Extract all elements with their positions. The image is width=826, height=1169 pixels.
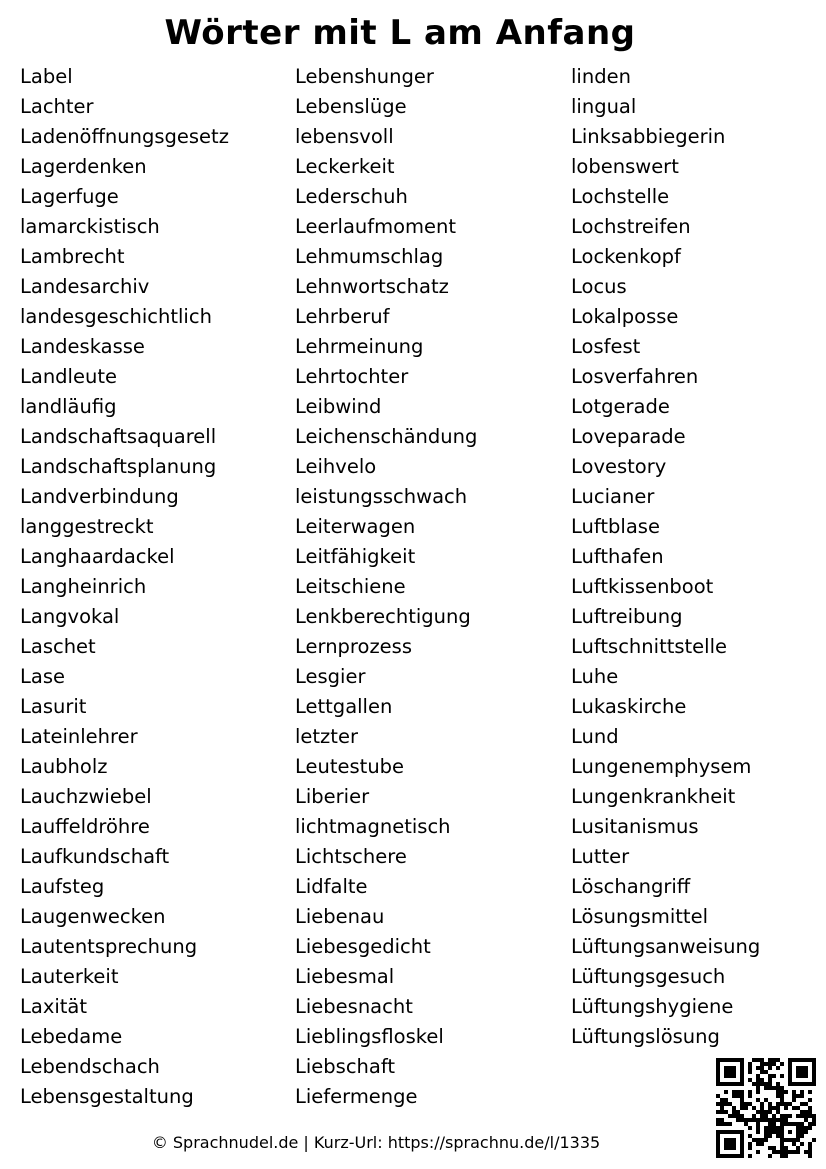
word-item: landläufig — [20, 395, 117, 418]
word-item: Laufsteg — [20, 875, 105, 898]
word-item: Loveparade — [571, 425, 686, 448]
word-item: Leibwind — [295, 395, 382, 418]
word-item: Lehrmeinung — [295, 335, 424, 358]
word-item: Lauffeldröhre — [20, 815, 150, 838]
word-item: Landschaftsplanung — [20, 455, 217, 478]
footer-credit: © Sprachnudel.de | Kurz-Url: https://sprachnu.de/l/1335 — [151, 1133, 601, 1152]
word-item: Langvokal — [20, 605, 120, 628]
word-item: Laubholz — [20, 755, 108, 778]
word-item: Luftblase — [571, 515, 660, 538]
word-item: Lettgallen — [295, 695, 393, 718]
word-item: Leitfähigkeit — [295, 545, 416, 568]
word-item: Liefermenge — [295, 1085, 418, 1108]
word-item: Lebendschach — [20, 1055, 160, 1078]
word-item: Lochstelle — [571, 185, 670, 208]
word-item: Lockenkopf — [571, 245, 681, 268]
word-item: Lüftungsanweisung — [571, 935, 761, 958]
word-item: Langheinrich — [20, 575, 147, 598]
word-item: Leerlaufmoment — [295, 215, 457, 238]
word-item: Laschet — [20, 635, 96, 658]
word-item: Leutestube — [295, 755, 405, 778]
word-item: Lautentsprechung — [20, 935, 198, 958]
word-item: Locus — [571, 275, 627, 298]
word-item: Liebesgedicht — [295, 935, 431, 958]
word-item: Lukaskirche — [571, 695, 687, 718]
word-item: Lambrecht — [20, 245, 125, 268]
word-item: Lasurit — [20, 695, 87, 718]
word-item: Lusitanismus — [571, 815, 699, 838]
word-item: Leihvelo — [295, 455, 377, 478]
word-item: Lebensgestaltung — [20, 1085, 194, 1108]
word-item: Lebedame — [20, 1025, 123, 1048]
word-item: Langhaardackel — [20, 545, 175, 568]
word-item: Lovestory — [571, 455, 667, 478]
word-column-2 — [295, 62, 477, 1112]
word-item: Laufkundschaft — [20, 845, 170, 868]
word-item: Löschangriff — [571, 875, 691, 898]
word-item: Landleute — [20, 365, 117, 388]
word-item: lebensvoll — [295, 125, 394, 148]
word-item: leistungsschwach — [295, 485, 468, 508]
word-item: Lungenkrankheit — [571, 785, 736, 808]
word-item: Liebesmal — [295, 965, 395, 988]
word-item: Landeskasse — [20, 335, 145, 358]
word-item: linden — [571, 65, 631, 88]
word-item: Lösungsmittel — [571, 905, 708, 928]
word-item: Luftreibung — [571, 605, 683, 628]
word-item: Lichtschere — [295, 845, 407, 868]
word-item: Liebenau — [295, 905, 385, 928]
word-item: Lebenslüge — [295, 95, 407, 118]
word-item: lichtmagnetisch — [295, 815, 451, 838]
word-item: Lokalposse — [571, 305, 679, 328]
word-item: landesgeschichtlich — [20, 305, 212, 328]
word-item: Lochstreifen — [571, 215, 691, 238]
word-item: langgestreckt — [20, 515, 154, 538]
word-item: Lachter — [20, 95, 94, 118]
word-item: Losverfahren — [571, 365, 699, 388]
word-item: Landverbindung — [20, 485, 179, 508]
word-item: Lieblingsfloskel — [295, 1025, 444, 1048]
word-item: Lidfalte — [295, 875, 368, 898]
word-item: Lotgerade — [571, 395, 670, 418]
word-item: Lagerfuge — [20, 185, 119, 208]
word-item: lobenswert — [571, 155, 679, 178]
word-item: Liberier — [295, 785, 370, 808]
word-item: Label — [20, 65, 73, 88]
word-item: Lase — [20, 665, 65, 688]
word-item: Laxität — [20, 995, 88, 1018]
word-item: Lutter — [571, 845, 630, 868]
word-item: Lehnwortschatz — [295, 275, 449, 298]
word-item: Lungenemphysem — [571, 755, 752, 778]
word-item: Lernprozess — [295, 635, 412, 658]
word-item: Luftschnittstelle — [571, 635, 727, 658]
word-item: Lehrtochter — [295, 365, 409, 388]
word-item: Landesarchiv — [20, 275, 150, 298]
word-item: Leitschiene — [295, 575, 406, 598]
word-item: Leichenschändung — [295, 425, 478, 448]
word-item: Lehmumschlag — [295, 245, 444, 268]
word-item: letzter — [295, 725, 358, 748]
word-item: Leckerkeit — [295, 155, 395, 178]
word-item: Losfest — [571, 335, 641, 358]
word-item: Laugenwecken — [20, 905, 166, 928]
word-item: Liebesnacht — [295, 995, 413, 1018]
word-item: Leiterwagen — [295, 515, 416, 538]
page-title: Wörter mit L am Anfang — [164, 13, 636, 53]
word-item: Lund — [571, 725, 619, 748]
word-item: Linksabbiegerin — [571, 125, 726, 148]
word-item: Liebschaft — [295, 1055, 396, 1078]
word-item: Lüftungslösung — [571, 1025, 720, 1048]
word-item: Lateinlehrer — [20, 725, 138, 748]
word-item: Luftkissenboot — [571, 575, 714, 598]
word-item: Lüftungsgesuch — [571, 965, 726, 988]
word-item: lingual — [571, 95, 637, 118]
word-item: Lauchzwiebel — [20, 785, 152, 808]
qr-code-icon — [716, 1058, 816, 1158]
word-item: Landschaftsaquarell — [20, 425, 217, 448]
word-item: Lüftungshygiene — [571, 995, 734, 1018]
word-item: Lesgier — [295, 665, 366, 688]
word-item: lamarckistisch — [20, 215, 160, 238]
word-item: Lederschuh — [295, 185, 408, 208]
word-item: Lehrberuf — [295, 305, 390, 328]
word-item: Lenkberechtigung — [295, 605, 471, 628]
word-item: Lebenshunger — [295, 65, 434, 88]
word-item: Lagerdenken — [20, 155, 147, 178]
word-item: Luhe — [571, 665, 619, 688]
word-item: Lucianer — [571, 485, 655, 508]
word-column-1 — [20, 62, 229, 1112]
word-item: Lauterkeit — [20, 965, 119, 988]
word-item: Ladenöffnungsgesetz — [20, 125, 229, 148]
word-column-3 — [571, 62, 760, 1052]
word-item: Lufthafen — [571, 545, 664, 568]
